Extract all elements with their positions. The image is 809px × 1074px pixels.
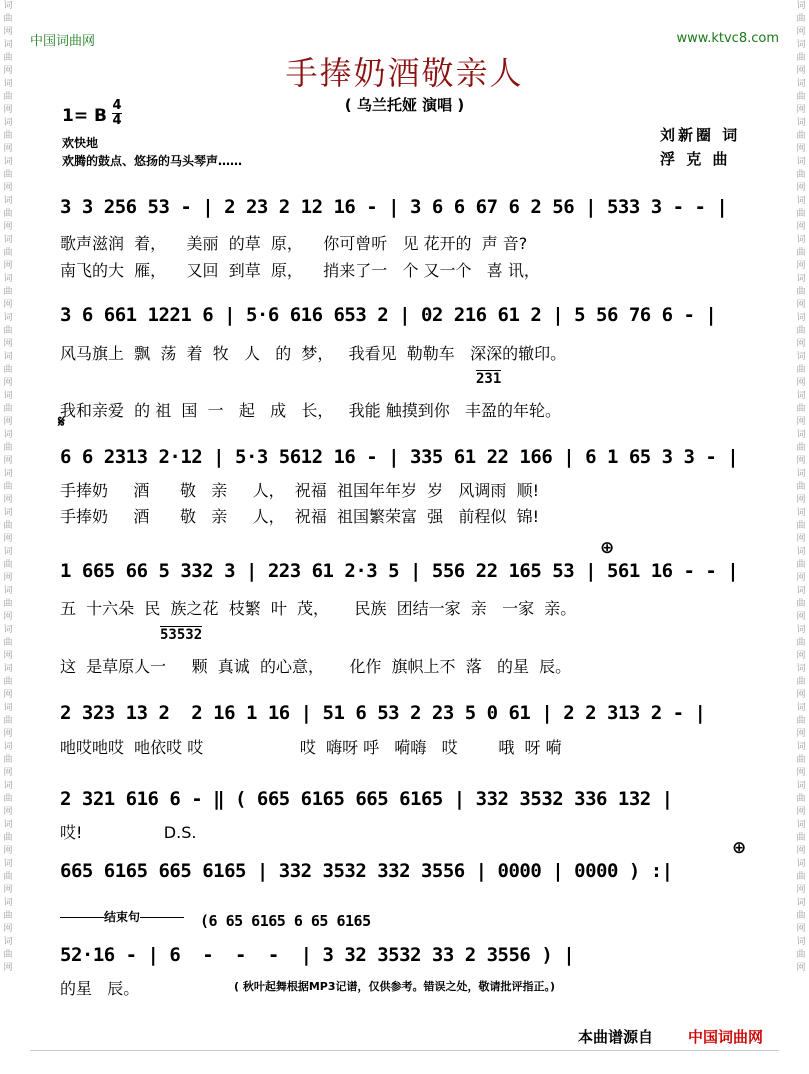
score-line-1-lyrics-verse2: 南飞的大 雁， 又回 到草 原， 捎来了一 个 又一个 喜 讯， — [60, 261, 540, 280]
singer-credit: ( 乌兰托娅 演唱 ) — [344, 96, 465, 114]
score-line-5-notes: 2 323 13 2 2 16 1 16 | 51 6 53 2 23 5 0 61 | 2 2 313 2 - | — [60, 702, 706, 724]
score-line-2-lyrics-verse1: 风马旗上 飘 荡 着 牧 人 的 梦， 我看见 勒勒车 深深的辙印。 — [60, 344, 567, 363]
score-line-4-lyrics-verse1: 五 十六朵 民 族之花 枝繁 叶 茂， 民族 团结一家 亲 一家 亲。 — [60, 599, 577, 618]
segno-sign: 𝄋 — [58, 412, 65, 431]
key-signature: 1= B — [62, 106, 107, 126]
time-signature — [112, 100, 122, 127]
time-signature-top: 4 — [112, 98, 122, 113]
source-site-link[interactable]: 中国词曲网 — [688, 1028, 764, 1046]
site-url-right[interactable]: www.ktvc8.com — [676, 31, 779, 46]
composer-credit: 浮 克 曲 — [660, 150, 731, 168]
score-line-4-notes: 1 665 66 5 332 3 | 223 61 2·3 5 | 556 22 165 53 | 561 16 - - | — [60, 560, 739, 582]
score-line-6-lyrics: 哎! D.S. — [60, 823, 197, 842]
transcription-note: ( 秋叶起舞根据MP3记谱，仅供参考。错误之处，敬请批评指正。) — [234, 980, 556, 993]
watermark-left: 词曲网词曲网词曲网词曲网词曲网词曲网词曲网词曲网词曲网词曲网词曲网词曲网词曲网词曲网词曲网词曲网词曲网词曲网词曲网词曲网词曲网词曲网词曲网词曲网词曲网 — [3, 1, 13, 973]
lyricist-credit: 刘新圈 词 — [660, 126, 741, 144]
performance-description: 欢腾的鼓点、悠扬的马头琴声…… — [62, 154, 243, 168]
ending-label — [60, 908, 184, 925]
score-line-8-lyrics: 的星 辰。 — [60, 979, 140, 998]
song-title: 手捧奶酒敬亲人 — [285, 54, 524, 92]
ending-label-text: 结束句 — [104, 910, 141, 924]
score-line-3-notes: 6 6 2313 2·12 | 5·3 5612 16 - | 335 61 22 166 | 6 1 65 3 3 - | — [60, 446, 739, 468]
time-signature-bottom: 4 — [112, 113, 122, 128]
score-line-6-notes: 2 321 616 6 - ‖ ( 665 6165 665 6165 | 332 3532 336 132 | — [60, 788, 673, 810]
score-line-3-lyrics-verse2: 手捧奶 酒 敬 亲 人， 祝福 祖国繁荣富 强 前程似 锦! — [60, 507, 539, 526]
site-name-left[interactable]: 中国词曲网 — [30, 34, 96, 49]
variant-notes-53532: 53532 — [160, 627, 203, 643]
score-line-1-notes: 3 3 256 53 - | 2 23 2 12 16 - | 3 6 6 67 6 2 56 | 533 3 - - | — [60, 196, 728, 218]
watermark-right: 词曲网词曲网词曲网词曲网词曲网词曲网词曲网词曲网词曲网词曲网词曲网词曲网词曲网词曲网词曲网词曲网词曲网词曲网词曲网词曲网词曲网词曲网词曲网词曲网词曲网 — [796, 1, 806, 973]
score-line-2-notes: 3 6 661 1221 6 | 5·6 616 653 2 | 02 216 61 2 | 5 56 76 6 - | — [60, 304, 717, 326]
score-line-5-lyrics: 吔哎吔哎 吔依哎 哎 哎 嗨呀 呼 嗬嗨 哎 哦 呀 嗬 — [60, 738, 562, 757]
coda-sign-2: ⊕ — [732, 838, 747, 858]
score-line-3-lyrics-verse1: 手捧奶 酒 敬 亲 人， 祝福 祖国年年岁 岁 风调雨 顺! — [60, 481, 539, 500]
coda-sign-1: ⊕ — [600, 538, 615, 558]
tempo-marking: 欢快地 — [62, 136, 99, 150]
source-label: 本曲谱源自 — [578, 1028, 654, 1046]
score-line-2-lyrics-verse2: 我和亲爱 的 祖 国 一 起 成 长， 我能 触摸到你 丰盈的年轮。 — [60, 401, 561, 420]
score-line-7-notes: 665 6165 665 6165 | 332 3532 332 3556 | 0000 | 0000 ) :| — [60, 860, 673, 882]
footer-divider — [30, 1050, 779, 1051]
score-line-4-lyrics-verse2: 这 是草原人一 颗 真诚 的心意， 化作 旗帜上不 落 的星 辰。 — [60, 657, 572, 676]
score-line-8-notes: 52·16 - | 6 - - - | 3 32 3532 33 2 3556 ) | — [60, 944, 575, 966]
score-line-1-lyrics-verse1: 歌声滋润 着， 美丽 的草 原， 你可曾听 见 花开的 声 音? — [60, 234, 528, 253]
variant-notes-231: 231 — [476, 371, 502, 387]
ending-intro-notes: (6 65 6165 6 65 6165 — [200, 912, 371, 930]
